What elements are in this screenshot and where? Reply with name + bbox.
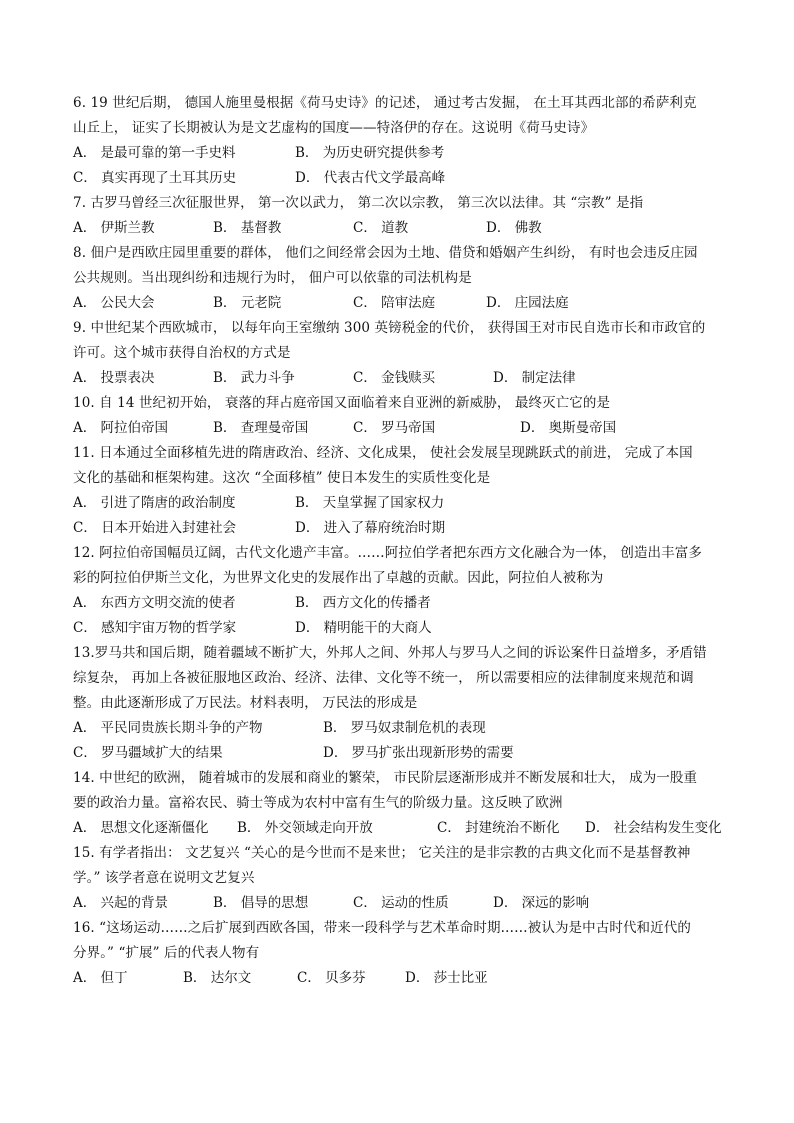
question-8-options — [73, 294, 723, 312]
option-a: A． 公民大会 — [73, 295, 155, 311]
option-d: D． 精明能干的大商人 — [295, 620, 432, 636]
option-b: B． 外交领域走向开放 — [237, 820, 373, 836]
option-a: A． 平民同贵族长期斗争的产物 — [73, 720, 263, 736]
question-8-text-line-2: 公共规则。当出现纠纷和违规行为时， 佃户可以依靠的司法机构是 — [73, 270, 472, 286]
option-c: C． 封建统治不断化 — [437, 820, 560, 836]
option-c: C． 道教 — [353, 220, 409, 236]
option-d: D． 庄园法庭 — [486, 295, 569, 311]
question-14-text-line-2: 要的政治力量。富裕农民、骑士等成为农村中富有生气的阶级力量。这反映了欧洲 — [73, 795, 563, 811]
question-16-options — [73, 969, 723, 987]
option-c: C． 感知宇宙万物的哲学家 — [73, 620, 237, 636]
question-11-text-line-1: 11. 日本通过全面移植先进的隋唐政治、经济、文化成果， 使社会发展呈现跳跃式的前进， 完成了本国 — [73, 445, 693, 461]
question-7-text: 7. 古罗马曾经三次征服世界， 第一次以武力， 第二次以宗教， 第三次以法律。其 “宗教” 是指 — [73, 195, 644, 211]
option-b: B． 查理曼帝国 — [213, 420, 309, 436]
question-6-text-line-2: 山丘上， 证实了长期被认为是文艺虚构的国度——特洛伊的存在。这说明《荷马史诗》 — [73, 120, 595, 136]
option-d: D． 莎士比亚 — [405, 970, 488, 986]
option-a: A． 伊斯兰教 — [73, 220, 155, 236]
question-11-options-row-2 — [73, 519, 723, 537]
option-a: A． 引进了隋唐的政治制度 — [73, 495, 236, 511]
question-13-options-row-1 — [73, 719, 723, 737]
option-d: D． 深远的影响 — [493, 895, 590, 911]
question-12-text-line-1: 12. 阿拉伯帝国幅员辽阔，古代文化遗产丰富。……阿拉伯学者把东西方文化融合为一体， 创造出丰富多 — [73, 545, 702, 561]
question-12-text-line-2: 彩的阿拉伯伊斯兰文化，为世界文化史的发展作出了卓越的贡献。因此，阿拉伯人被称为 — [73, 570, 604, 586]
option-b: B． 元老院 — [213, 295, 282, 311]
question-6-options-row-2 — [73, 169, 723, 187]
option-c: C． 日本开始进入封建社会 — [73, 520, 237, 536]
question-12-options-row-2 — [73, 619, 723, 637]
question-10-options — [73, 419, 723, 437]
question-16-text-line-1: 16. “这场运动……之后扩展到西欧各国，带来一段科学与艺术革命时期……被认为是中古时代和近代的 — [73, 920, 691, 936]
question-9-options — [73, 369, 723, 387]
question-13-text-line-2: 综复杂， 再加上各被征服地区政治、经济、法律、文化等不统一， 所以需要相应的法律制度来规范和调 — [73, 670, 694, 686]
question-11-text-line-2: 文化的基础和框架构建。这次 “全面移植” 使日本发生的实质性变化是 — [73, 470, 491, 486]
question-13-text-line-3: 整。由此逐渐形成了万民法。材料表明， 万民法的形成是 — [73, 695, 418, 711]
question-13-text-line-1: 13.罗马共和国后期，随着疆域不断扩大，外邦人之间、外邦人与罗马人之间的诉讼案件日益增多，矛盾错 — [73, 645, 707, 661]
question-12-options-row-1 — [73, 594, 723, 612]
question-11-options-row-1 — [73, 494, 723, 512]
option-d: D． 佛教 — [486, 220, 542, 236]
option-c: C． 贝多芬 — [297, 970, 366, 986]
question-15-options — [73, 894, 723, 912]
option-d: D． 制定法律 — [493, 370, 576, 386]
question-13-options-row-2 — [73, 744, 723, 762]
option-a: A． 阿拉伯帝国 — [73, 420, 169, 436]
option-c: C． 金钱赎买 — [353, 370, 436, 386]
option-c: C． 真实再现了土耳其历史 — [73, 170, 237, 186]
question-9-text-line-1: 9. 中世纪某个西欧城市， 以每年向王室缴纳 300 英镑税金的代价， 获得国王对市民自选市长和市政官的 — [73, 320, 706, 336]
question-6-text-line-1: 6. 19 世纪后期， 德国人施里曼根据《荷马史诗》的记述， 通过考古发掘， 在土耳其西北部的希萨利克 — [73, 95, 697, 111]
option-c: C． 运动的性质 — [353, 895, 449, 911]
option-b: B． 天皇掌握了国家权力 — [295, 495, 445, 511]
option-b: B． 为历史研究提供参考 — [295, 145, 445, 161]
option-b: B． 达尔文 — [183, 970, 252, 986]
question-15-text-line-1: 15. 有学者指出： 文艺复兴 “关心的是今世而不是来世； 它关注的是非宗教的古典文化而不是基督教神 — [73, 845, 691, 861]
option-d: D． 罗马扩张出现新形势的需要 — [323, 745, 514, 761]
question-15-text-line-2: 学。” 该学者意在说明文艺复兴 — [73, 870, 255, 886]
question-8-text-line-1: 8. 佃户是西欧庄园里重要的群体， 他们之间经常会因为土地、借贷和婚姻产生纠纷， 有时也会违反庄园 — [73, 245, 698, 261]
question-9-text-line-2: 许可。这个城市获得自治权的方式是 — [73, 345, 291, 361]
option-a: A． 东西方文明交流的使者 — [73, 595, 236, 611]
question-14-options — [73, 819, 723, 837]
option-a: A． 但丁 — [73, 970, 128, 986]
option-b: B． 武力斗争 — [213, 370, 295, 386]
question-14-text-line-1: 14. 中世纪的欧洲， 随着城市的发展和商业的繁荣， 市民阶层逐渐形成并不断发展和壮大， 成为一股重 — [73, 770, 698, 786]
option-d: D． 代表古代文学最高峰 — [295, 170, 446, 186]
option-c: C． 陪审法庭 — [353, 295, 436, 311]
option-b: B． 西方文化的传播者 — [295, 595, 431, 611]
question-6-options-row-1 — [73, 144, 723, 162]
option-c: C． 罗马疆域扩大的结果 — [73, 745, 223, 761]
option-a: A． 投票表决 — [73, 370, 155, 386]
option-d: D． 奥斯曼帝国 — [520, 420, 617, 436]
option-a: A． 思想文化逐渐僵化 — [73, 820, 209, 836]
option-a: A． 兴起的背景 — [73, 895, 169, 911]
question-16-text-line-2: 分界。” “扩展” 后的代表人物有 — [73, 945, 260, 961]
question-7-options — [73, 219, 723, 237]
option-c: C． 罗马帝国 — [353, 420, 436, 436]
option-d: D． 社会结构发生变化 — [585, 820, 722, 836]
option-b: B． 倡导的思想 — [213, 895, 309, 911]
question-10-text: 10. 自 14 世纪初开始， 衰落的拜占庭帝国又面临着来自亚洲的新威胁， 最终灭亡它的是 — [73, 395, 611, 411]
option-b: B． 罗马奴隶制危机的表现 — [323, 720, 486, 736]
option-a: A． 是最可靠的第一手史料 — [73, 145, 236, 161]
option-b: B． 基督教 — [213, 220, 282, 236]
option-d: D． 进入了幕府统治时期 — [295, 520, 446, 536]
